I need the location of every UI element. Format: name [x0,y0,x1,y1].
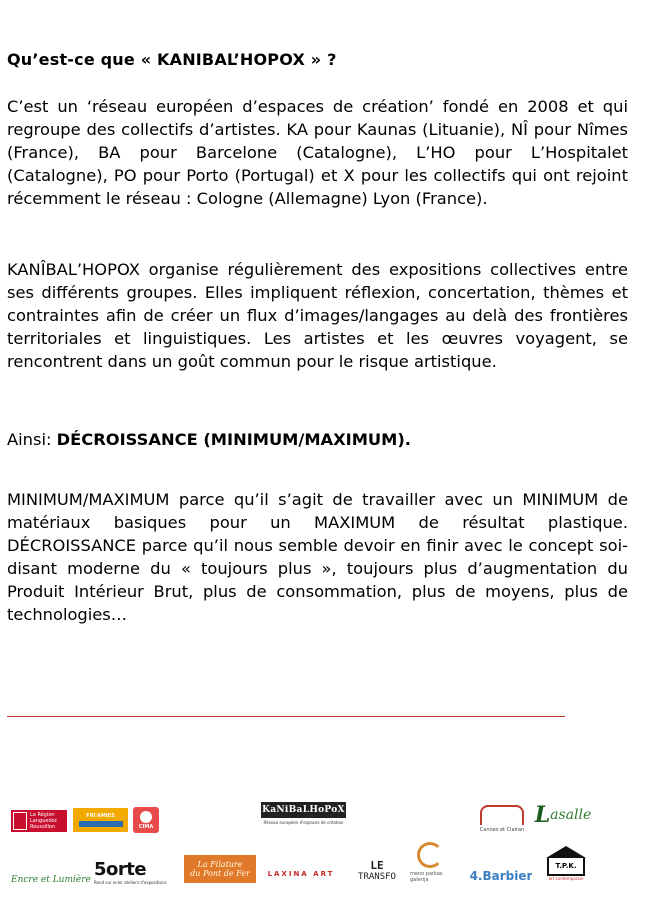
region-languedoc-logo [11,810,67,832]
le-transfo-logo [349,856,405,886]
region-logo-line3: Roussillon [30,824,56,830]
red-logo-emblem-icon [140,811,152,823]
exhibitions-paragraph: KANÎBAL’HOPOX organise régulièrement des expositions collectives entre ses différents groupes. Elles impliquent réflexion, concertation, thèmes et contraintes afin de créer un flux d’images/langages au delà des frontières territoriales et linguistiques. Les artistes et les œuvres voyagent, se rencontrent dans un goût commun pour le risque artistique. [7,260,628,371]
kanibalhopox-logo [261,802,346,832]
meno-logo-text: meno parkas galerija [410,871,443,883]
intro-paragraph: C’est un ‘réseau européen d’espaces de création’ fondé en 2008 et qui regroupe des collectifs d’artistes. KA pour Kaunas (Lituanie), NÎ pour Nîmes (France), BA pour Barcelone (Catalogne), L’HO pour L’Hospitalet (Catalogne), PO pour Porto (Portugal) et X pour les collectifs qui ont rejoint récemment le réseau : Cologne (Allemagne) Lyon (France). [7,97,628,208]
yellow-partner-logo [73,808,128,832]
porte-logo [94,858,174,886]
region-logo-line2: Languedoc [30,818,58,824]
meno-parkas-logo [410,839,450,883]
cannes-logo-caption: Cannes et Clairan [479,827,525,833]
cannes-et-clairan-logo [472,797,532,833]
filature-line1: La Filature [197,860,243,869]
region-logo-line1: La Région [30,812,55,818]
page-title: Qu’est-ce que « KANIBAL’HOPOX » ? [7,50,337,69]
kanibalhopox-logo-title: KaNiBaLHoPoX [261,802,346,818]
separator-line [7,716,565,717]
meno-swirl-icon [417,842,443,868]
transfo-line2: TRANSFO [358,871,396,882]
cannes-roof-icon [480,805,524,825]
red-partner-logo [133,807,159,833]
tpk-logo-text: T.P.K. [547,858,585,876]
concept-paragraph: MINIMUM/MAXIMUM parce qu’il s’agit de travailler avec un MINIMUM de matériaux basiques pour un MAXIMUM de résultat plastique. DÉCROISSANCE parce qu’il nous semble devoir en finir avec le concept soi-disant moderne du « toujours plus », toujours plus d’augmentation du Produit Intérieur Brut, plus de consommation, plus de moyens, plus de technologies… [7,490,628,624]
red-logo-text: CIMA [138,823,154,830]
la-filature-logo [184,855,256,883]
lasalle-rest: asalle [550,807,592,823]
lasalle-logo [533,800,593,830]
porte-logo-subtitle: Rond sur ecler ateliers d'expositions [94,880,167,885]
kanibalhopox-logo-subtitle: Réseau européen d'espaces de création [263,820,344,825]
tpk-roof-icon [546,846,586,858]
tpk-logo [540,842,592,884]
tpk-logo-subtitle: art contemporain [548,875,584,881]
exhibition-title: DÉCROISSANCE (MINIMUM/MAXIMUM). [56,430,411,449]
porte-logo-title: 5orte [94,859,147,880]
encre-et-lumiere-logo: Encre et Lumière [11,875,91,885]
ainsi-line [7,428,628,451]
ainsi-prefix: Ainsi: [7,430,57,449]
lasalle-initial: L [534,802,551,828]
region-emblem-icon [13,812,27,830]
filature-line2: du Pont de Fer [190,869,250,878]
yellow-logo-text: FRI'AMIES [86,813,115,819]
barbier-logo: 4.Barbier [470,869,532,883]
laxina-logo: LAXINA ART [267,870,335,878]
yellow-logo-bar [79,821,123,827]
transfo-line1: LE [370,858,384,872]
